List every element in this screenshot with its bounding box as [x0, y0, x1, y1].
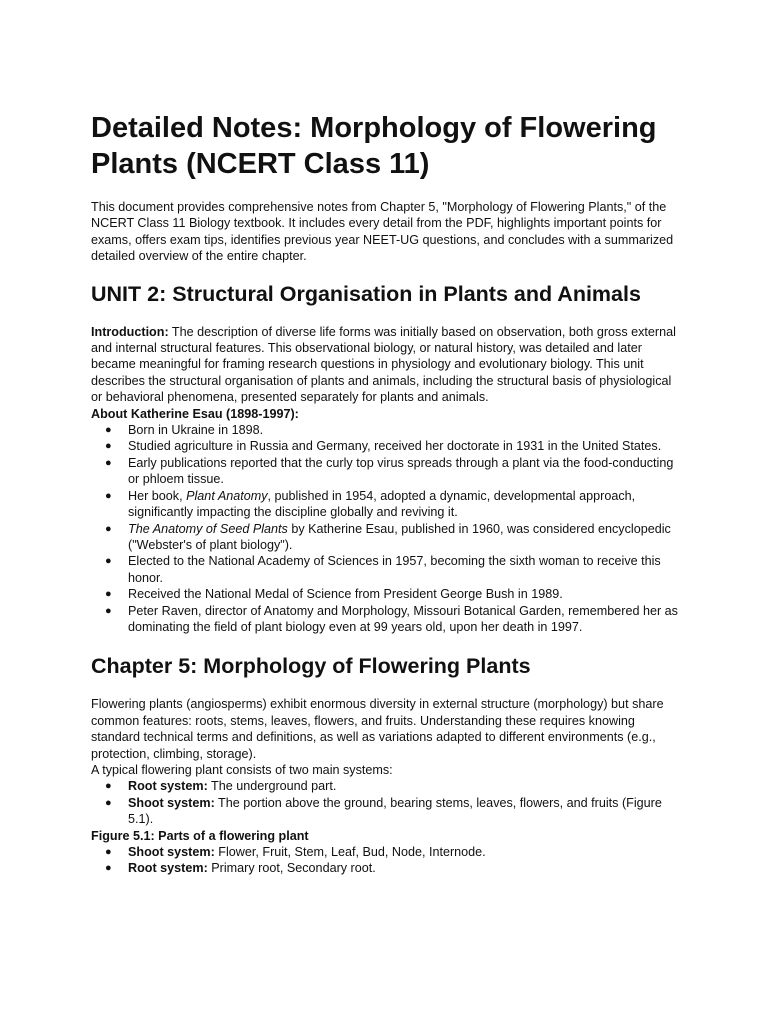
document-page	[91, 110, 681, 877]
chapter-paragraph: A typical flowering plant consists of two main systems:	[91, 762, 393, 777]
list-item-text: The portion above the ground, bearing stems, leaves, flowers, and fruits (Figure 5.1).	[128, 795, 662, 827]
list-item-text: Studied agriculture in Russia and Germany, received her doctorate in 1931 in the United States.	[128, 439, 662, 454]
unit-introduction	[91, 324, 681, 406]
list-item	[91, 586, 681, 602]
bullet-icon: ●	[105, 862, 112, 875]
esau-bullet-list	[91, 422, 681, 635]
list-item-text: by Katherine Esau, published in 1960, was considered encyclopedic ("Webster's of plant biology").	[128, 521, 671, 552]
about-esau-heading: About Katherine Esau (1898-1997):	[91, 406, 299, 421]
plant-systems-list	[91, 778, 681, 827]
list-item	[91, 455, 681, 488]
list-item	[91, 488, 681, 521]
list-item-text: Elected to the National Academy of Sciences in 1957, becoming the sixth woman to receive this honor.	[128, 554, 661, 585]
list-item	[91, 778, 681, 794]
list-item	[91, 795, 681, 828]
list-item	[91, 844, 681, 860]
unit-heading: UNIT 2: Structural Organisation in Plants and Animals	[91, 281, 641, 306]
bullet-icon: ●	[105, 489, 112, 502]
list-item-text: , published in 1954, adopted a dynamic, developmental approach, significantly impacting the discipline globally and reviving it.	[128, 488, 636, 520]
list-item-text: The underground part.	[207, 779, 337, 794]
list-item	[91, 860, 681, 876]
term-label: Shoot system:	[128, 845, 215, 859]
list-item	[91, 422, 681, 438]
list-item	[91, 553, 681, 586]
book-title: The Anatomy of Seed Plants	[128, 521, 288, 536]
figure-parts-list	[91, 844, 681, 877]
list-item-text: Primary root, Secondary root.	[207, 861, 376, 876]
term-label: Root system:	[128, 779, 208, 794]
bullet-icon: ●	[105, 440, 112, 453]
list-item-text: Peter Raven, director of Anatomy and Morphology, Missouri Botanical Garden, remembered her as dominating the field of plant biology even at 99 years old, upon her death in 1997.	[128, 603, 678, 634]
bullet-icon: ●	[105, 588, 112, 601]
bullet-icon: ●	[105, 456, 112, 469]
list-item-text: Her book,	[128, 488, 187, 503]
bullet-icon: ●	[105, 424, 112, 437]
list-item	[91, 438, 681, 454]
list-item	[91, 521, 681, 554]
intro-paragraph: This document provides comprehensive notes from Chapter 5, "Morphology of Flowering Plants," of the NCERT Class 11 Biology textbook. It includes every detail from the PDF, highlights important points for exams, offers exam tips, identifies previous year NEET-UG questions, and concludes with a summarized detailed overview of the entire chapter.	[91, 200, 674, 264]
bullet-icon: ●	[105, 796, 112, 809]
term-label: Root system:	[128, 861, 208, 876]
document-title: Detailed Notes: Morphology of Flowering Plants (NCERT Class 11)	[91, 112, 657, 180]
list-item-text: Received the National Medal of Science from President George Bush in 1989.	[128, 587, 563, 602]
chapter-heading: Chapter 5: Morphology of Flowering Plants	[91, 654, 531, 679]
list-item	[91, 603, 681, 636]
chapter-paragraph: Flowering plants (angiosperms) exhibit enormous diversity in external structure (morphology) but share common features: roots, stems, leaves, flowers, and fruits. Understanding these requires knowing standard technical terms and definitions, as well as variations adapted to different environments (e.g., protection, climbing, storage).	[91, 697, 664, 761]
figure-heading: Figure 5.1: Parts of a flowering plant	[91, 828, 309, 843]
term-label: Shoot system:	[128, 795, 215, 810]
bullet-icon: ●	[105, 604, 112, 617]
list-item-text: Born in Ukraine in 1898.	[128, 423, 264, 438]
introduction-label: Introduction:	[91, 324, 169, 339]
bullet-icon: ●	[105, 846, 112, 858]
list-item-text: Early publications reported that the curly top virus spreads through a plant via the food-conducting or phloem tissue.	[128, 455, 674, 487]
bullet-icon: ●	[105, 780, 112, 793]
bullet-icon: ●	[105, 555, 112, 568]
book-title: Plant Anatomy	[186, 488, 268, 503]
introduction-text: The description of diverse life forms was initially based on observation, both gross external and internal structural features. This observational biology, or natural history, was detailed and later became meaningful for framing research questions in physiology and evolutionary biology. This unit describes the structural organisation of plants and animals, including the structural basis of physiological or behavioral phenomena, presented separately for plants and animals.	[91, 324, 676, 405]
bullet-icon: ●	[105, 522, 112, 535]
list-item-text: Flower, Fruit, Stem, Leaf, Bud, Node, Internode.	[214, 845, 486, 859]
